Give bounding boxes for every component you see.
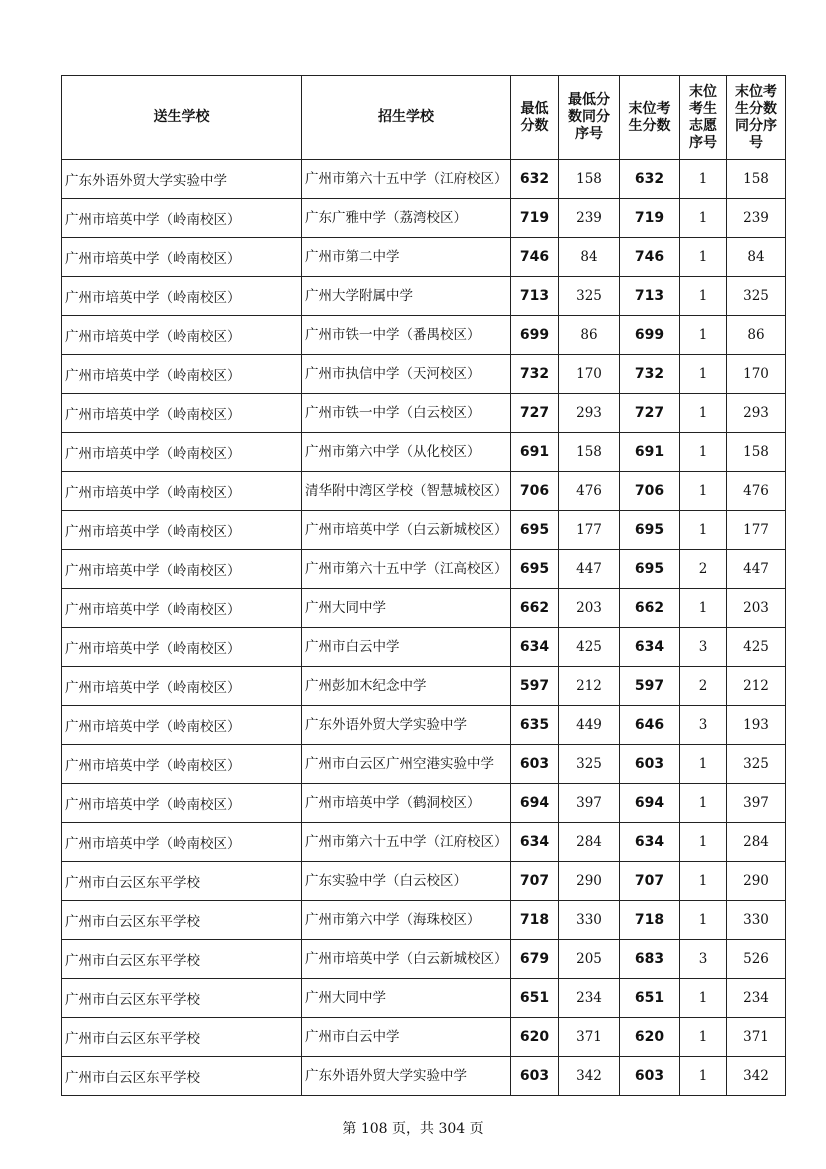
cell-last-score: 694	[620, 784, 680, 823]
cell-sending-school: 广州市白云区东平学校	[62, 901, 302, 940]
table-row	[62, 277, 786, 316]
cell-last-score: 746	[620, 238, 680, 277]
table-row	[62, 355, 786, 394]
table-row	[62, 589, 786, 628]
cell-last-tie-rank: 177	[727, 511, 786, 550]
cell-admitting-school: 广州市培英中学（白云新城校区）	[302, 511, 511, 550]
cell-min-score: 597	[511, 667, 559, 706]
cell-min-score-tie-rank: 425	[559, 628, 620, 667]
cell-min-score: 694	[511, 784, 559, 823]
cell-admitting-school: 广东外语外贸大学实验中学	[302, 1057, 511, 1096]
cell-last-score: 603	[620, 1057, 680, 1096]
cell-sending-school: 广州市白云区东平学校	[62, 1057, 302, 1096]
cell-min-score-tie-rank: 284	[559, 823, 620, 862]
cell-min-score: 603	[511, 1057, 559, 1096]
cell-last-choice-rank: 1	[680, 394, 727, 433]
cell-admitting-school: 广州市培英中学（鹤洞校区）	[302, 784, 511, 823]
cell-last-score: 620	[620, 1018, 680, 1057]
cell-min-score: 620	[511, 1018, 559, 1057]
cell-last-choice-rank: 1	[680, 238, 727, 277]
cell-admitting-school: 广州市白云区广州空港实验中学	[302, 745, 511, 784]
cell-min-score-tie-rank: 447	[559, 550, 620, 589]
cell-sending-school: 广州市培英中学（岭南校区）	[62, 511, 302, 550]
cell-last-score: 713	[620, 277, 680, 316]
cell-last-tie-rank: 447	[727, 550, 786, 589]
cell-last-tie-rank: 425	[727, 628, 786, 667]
cell-sending-school: 广州市培英中学（岭南校区）	[62, 316, 302, 355]
cell-last-score: 732	[620, 355, 680, 394]
table-row	[62, 628, 786, 667]
table-body	[62, 160, 786, 1096]
cell-last-score: 718	[620, 901, 680, 940]
table-row	[62, 199, 786, 238]
header-sending-school: 送生学校	[62, 76, 302, 160]
cell-min-score-tie-rank: 205	[559, 940, 620, 979]
cell-last-score: 651	[620, 979, 680, 1018]
cell-last-score: 706	[620, 472, 680, 511]
cell-last-choice-rank: 2	[680, 667, 727, 706]
cell-admitting-school: 广东实验中学（白云校区）	[302, 862, 511, 901]
cell-admitting-school: 广州市第六中学（从化校区）	[302, 433, 511, 472]
header-last-score: 末位考生分数	[620, 76, 680, 160]
table-row	[62, 433, 786, 472]
cell-admitting-school: 广州大学附属中学	[302, 277, 511, 316]
cell-sending-school: 广州市培英中学（岭南校区）	[62, 238, 302, 277]
cell-last-tie-rank: 84	[727, 238, 786, 277]
cell-last-tie-rank: 86	[727, 316, 786, 355]
cell-min-score-tie-rank: 330	[559, 901, 620, 940]
cell-admitting-school: 广州市第六十五中学（江高校区）	[302, 550, 511, 589]
cell-last-tie-rank: 293	[727, 394, 786, 433]
cell-min-score-tie-rank: 397	[559, 784, 620, 823]
cell-sending-school: 广州市白云区东平学校	[62, 1018, 302, 1057]
cell-sending-school: 广州市培英中学（岭南校区）	[62, 745, 302, 784]
cell-min-score: 746	[511, 238, 559, 277]
cell-min-score: 651	[511, 979, 559, 1018]
cell-last-score: 719	[620, 199, 680, 238]
cell-sending-school: 广州市培英中学（岭南校区）	[62, 433, 302, 472]
cell-admitting-school: 广州市白云中学	[302, 1018, 511, 1057]
cell-min-score-tie-rank: 212	[559, 667, 620, 706]
cell-sending-school: 广州市培英中学（岭南校区）	[62, 784, 302, 823]
cell-last-choice-rank: 1	[680, 316, 727, 355]
cell-last-score: 632	[620, 160, 680, 199]
cell-admitting-school: 广东广雅中学（荔湾校区）	[302, 199, 511, 238]
cell-last-tie-rank: 234	[727, 979, 786, 1018]
cell-min-score-tie-rank: 84	[559, 238, 620, 277]
cell-admitting-school: 广州市第二中学	[302, 238, 511, 277]
table-row	[62, 706, 786, 745]
cell-min-score-tie-rank: 158	[559, 433, 620, 472]
table-row	[62, 511, 786, 550]
cell-last-choice-rank: 1	[680, 901, 727, 940]
cell-last-choice-rank: 1	[680, 745, 727, 784]
cell-last-score: 699	[620, 316, 680, 355]
cell-last-choice-rank: 1	[680, 862, 727, 901]
cell-last-tie-rank: 342	[727, 1057, 786, 1096]
cell-last-tie-rank: 170	[727, 355, 786, 394]
cell-min-score: 719	[511, 199, 559, 238]
cell-sending-school: 广州市培英中学（岭南校区）	[62, 667, 302, 706]
cell-last-choice-rank: 2	[680, 550, 727, 589]
cell-last-choice-rank: 1	[680, 160, 727, 199]
header-admitting-school: 招生学校	[302, 76, 511, 160]
cell-last-choice-rank: 1	[680, 355, 727, 394]
cell-min-score-tie-rank: 476	[559, 472, 620, 511]
cell-last-score: 707	[620, 862, 680, 901]
cell-last-choice-rank: 1	[680, 589, 727, 628]
table-row	[62, 316, 786, 355]
cell-min-score: 679	[511, 940, 559, 979]
cell-min-score-tie-rank: 325	[559, 277, 620, 316]
cell-last-choice-rank: 3	[680, 940, 727, 979]
header-min-score: 最低分数	[511, 76, 559, 160]
cell-min-score: 634	[511, 628, 559, 667]
cell-last-score: 634	[620, 823, 680, 862]
cell-admitting-school: 广州市培英中学（白云新城校区）	[302, 940, 511, 979]
cell-last-score: 691	[620, 433, 680, 472]
cell-last-score: 727	[620, 394, 680, 433]
cell-min-score-tie-rank: 290	[559, 862, 620, 901]
cell-last-tie-rank: 239	[727, 199, 786, 238]
cell-min-score: 727	[511, 394, 559, 433]
cell-last-tie-rank: 397	[727, 784, 786, 823]
cell-last-score: 603	[620, 745, 680, 784]
table-row	[62, 472, 786, 511]
cell-last-choice-rank: 1	[680, 472, 727, 511]
cell-last-choice-rank: 1	[680, 823, 727, 862]
cell-last-tie-rank: 325	[727, 277, 786, 316]
table-row	[62, 862, 786, 901]
cell-admitting-school: 广州市执信中学（天河校区）	[302, 355, 511, 394]
table-row	[62, 238, 786, 277]
cell-min-score-tie-rank: 170	[559, 355, 620, 394]
cell-min-score-tie-rank: 177	[559, 511, 620, 550]
cell-last-tie-rank: 371	[727, 1018, 786, 1057]
page-footer: 第 108 页，共 304 页	[342, 1121, 484, 1137]
cell-sending-school: 广州市培英中学（岭南校区）	[62, 199, 302, 238]
cell-last-tie-rank: 476	[727, 472, 786, 511]
cell-sending-school: 广州市培英中学（岭南校区）	[62, 277, 302, 316]
cell-last-choice-rank: 1	[680, 277, 727, 316]
cell-min-score-tie-rank: 239	[559, 199, 620, 238]
cell-min-score-tie-rank: 342	[559, 1057, 620, 1096]
table-row	[62, 1018, 786, 1057]
cell-last-tie-rank: 193	[727, 706, 786, 745]
header-last-tie-rank: 末位考生分数同分序号	[727, 76, 786, 160]
cell-min-score-tie-rank: 234	[559, 979, 620, 1018]
cell-min-score: 603	[511, 745, 559, 784]
table-row	[62, 940, 786, 979]
cell-last-tie-rank: 158	[727, 160, 786, 199]
cell-sending-school: 广州市培英中学（岭南校区）	[62, 472, 302, 511]
cell-min-score-tie-rank: 86	[559, 316, 620, 355]
cell-last-tie-rank: 284	[727, 823, 786, 862]
table-row	[62, 667, 786, 706]
cell-sending-school: 广州市培英中学（岭南校区）	[62, 628, 302, 667]
table-row	[62, 1057, 786, 1096]
cell-last-tie-rank: 330	[727, 901, 786, 940]
admission-score-table	[61, 75, 786, 1096]
cell-last-score: 646	[620, 706, 680, 745]
cell-last-tie-rank: 325	[727, 745, 786, 784]
header-min-score-tie-rank: 最低分数同分序号	[559, 76, 620, 160]
cell-admitting-school: 广东外语外贸大学实验中学	[302, 706, 511, 745]
cell-sending-school: 广州市培英中学（岭南校区）	[62, 706, 302, 745]
cell-admitting-school: 广州市第六十五中学（江府校区）	[302, 160, 511, 199]
cell-last-choice-rank: 1	[680, 511, 727, 550]
cell-admitting-school: 广州市铁一中学（番禺校区）	[302, 316, 511, 355]
cell-min-score-tie-rank: 325	[559, 745, 620, 784]
cell-last-tie-rank: 203	[727, 589, 786, 628]
table-row	[62, 394, 786, 433]
cell-last-choice-rank: 3	[680, 706, 727, 745]
cell-min-score: 695	[511, 550, 559, 589]
cell-admitting-school: 广州大同中学	[302, 979, 511, 1018]
table-header-row	[62, 76, 786, 160]
cell-last-choice-rank: 1	[680, 979, 727, 1018]
cell-last-score: 683	[620, 940, 680, 979]
cell-min-score: 695	[511, 511, 559, 550]
table-row	[62, 901, 786, 940]
cell-last-choice-rank: 1	[680, 1018, 727, 1057]
header-last-choice-rank: 末位考生志愿序号	[680, 76, 727, 160]
cell-sending-school: 广州市培英中学（岭南校区）	[62, 355, 302, 394]
cell-min-score-tie-rank: 158	[559, 160, 620, 199]
cell-min-score-tie-rank: 203	[559, 589, 620, 628]
cell-last-score: 597	[620, 667, 680, 706]
cell-admitting-school: 广州彭加木纪念中学	[302, 667, 511, 706]
cell-admitting-school: 广州市铁一中学（白云校区）	[302, 394, 511, 433]
table-row	[62, 784, 786, 823]
cell-last-choice-rank: 1	[680, 199, 727, 238]
cell-sending-school: 广州市培英中学（岭南校区）	[62, 589, 302, 628]
cell-sending-school: 广州市白云区东平学校	[62, 979, 302, 1018]
table-row	[62, 823, 786, 862]
cell-min-score: 706	[511, 472, 559, 511]
table-row	[62, 160, 786, 199]
cell-min-score: 632	[511, 160, 559, 199]
cell-min-score: 732	[511, 355, 559, 394]
cell-sending-school: 广州市培英中学（岭南校区）	[62, 823, 302, 862]
cell-last-choice-rank: 3	[680, 628, 727, 667]
cell-min-score: 707	[511, 862, 559, 901]
cell-min-score: 634	[511, 823, 559, 862]
cell-admitting-school: 清华附中湾区学校（智慧城校区）	[302, 472, 511, 511]
cell-last-score: 695	[620, 511, 680, 550]
table-row	[62, 745, 786, 784]
table-row	[62, 979, 786, 1018]
cell-last-score: 634	[620, 628, 680, 667]
cell-last-tie-rank: 290	[727, 862, 786, 901]
cell-admitting-school: 广州市第六十五中学（江府校区）	[302, 823, 511, 862]
cell-admitting-school: 广州大同中学	[302, 589, 511, 628]
cell-last-choice-rank: 1	[680, 1057, 727, 1096]
cell-last-choice-rank: 1	[680, 433, 727, 472]
cell-last-tie-rank: 526	[727, 940, 786, 979]
cell-min-score-tie-rank: 449	[559, 706, 620, 745]
cell-sending-school: 广州市培英中学（岭南校区）	[62, 394, 302, 433]
cell-last-score: 662	[620, 589, 680, 628]
cell-admitting-school: 广州市第六中学（海珠校区）	[302, 901, 511, 940]
table-row	[62, 550, 786, 589]
cell-min-score: 699	[511, 316, 559, 355]
cell-min-score: 713	[511, 277, 559, 316]
cell-min-score: 718	[511, 901, 559, 940]
cell-last-choice-rank: 1	[680, 784, 727, 823]
cell-min-score: 662	[511, 589, 559, 628]
cell-last-tie-rank: 158	[727, 433, 786, 472]
cell-min-score-tie-rank: 293	[559, 394, 620, 433]
cell-sending-school: 广州市培英中学（岭南校区）	[62, 550, 302, 589]
cell-last-score: 695	[620, 550, 680, 589]
cell-min-score: 635	[511, 706, 559, 745]
cell-sending-school: 广州市白云区东平学校	[62, 940, 302, 979]
cell-sending-school: 广州市白云区东平学校	[62, 862, 302, 901]
cell-min-score: 691	[511, 433, 559, 472]
cell-last-tie-rank: 212	[727, 667, 786, 706]
cell-min-score-tie-rank: 371	[559, 1018, 620, 1057]
cell-admitting-school: 广州市白云中学	[302, 628, 511, 667]
cell-sending-school: 广东外语外贸大学实验中学	[62, 160, 302, 199]
